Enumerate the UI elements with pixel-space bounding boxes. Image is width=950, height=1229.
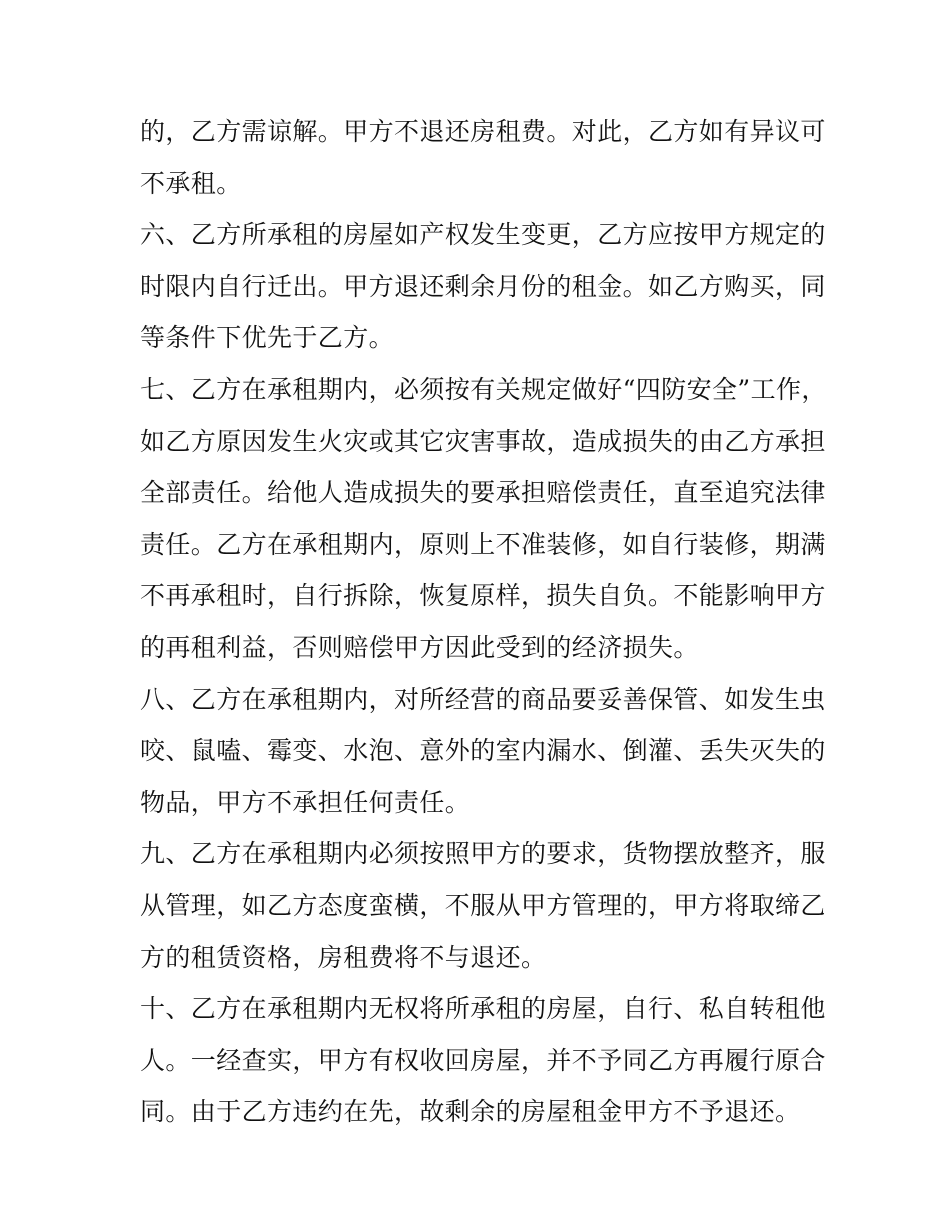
- text-line: 同。由于乙方违约在先，故剩余的房屋租金甲方不予退还。: [140, 1097, 801, 1127]
- text-line: 六、乙方所承租的房屋如产权发生变更，乙方应按甲方规定的: [140, 220, 826, 250]
- text-line: 不再承租时，自行拆除，恢复原样，损失自负。不能影响甲方: [140, 581, 826, 611]
- text-line: 物品，甲方不承担任何责任。: [140, 787, 471, 817]
- text-line: 全部责任。给他人造成损失的要承担赔偿责任，直至追究法律: [140, 478, 826, 508]
- text-line: 责任。乙方在承租期内，原则上不准装修，如自行装修，期满: [140, 529, 826, 559]
- text-line: 的，乙方需谅解。甲方不退还房租费。对此，乙方如有异议可: [140, 117, 826, 146]
- text-line: 如乙方原因发生火灾或其它灾害事故，造成损失的由乙方承担: [140, 426, 826, 456]
- text-line: 七、乙方在承租期内，必须按有关规定做好“四防安全”工作，: [140, 374, 827, 404]
- text-line: 八、乙方在承租期内，对所经营的商品要妥善保管、如发生虫: [140, 684, 826, 714]
- text-line: 从管理，如乙方态度蛮横，不服从甲方管理的，甲方将取缔乙: [140, 890, 826, 920]
- text-line: 的再租利益，否则赔偿甲方因此受到的经济损失。: [140, 632, 699, 662]
- text-line: 等条件下优先于乙方。: [140, 323, 395, 353]
- text-line: 九、乙方在承租期内必须按照甲方的要求，货物摆放整齐，服: [140, 839, 826, 869]
- text-line: 咬、鼠嗑、霉变、水泡、意外的室内漏水、倒灌、丢失灭失的: [140, 736, 826, 766]
- text-line: 不承租。: [140, 168, 242, 198]
- text-line: 时限内自行迁出。甲方退还剩余月份的租金。如乙方购买，同: [140, 271, 826, 301]
- text-line: 人。一经查实，甲方有权收回房屋，并不予同乙方再履行原合: [140, 1045, 826, 1075]
- contract-text-body: [140, 106, 827, 1138]
- text-line: 方的租赁资格，房租费将不与退还。: [140, 942, 547, 972]
- text-line: 十、乙方在承租期内无权将所承租的房屋，自行、私自转租他: [140, 994, 826, 1024]
